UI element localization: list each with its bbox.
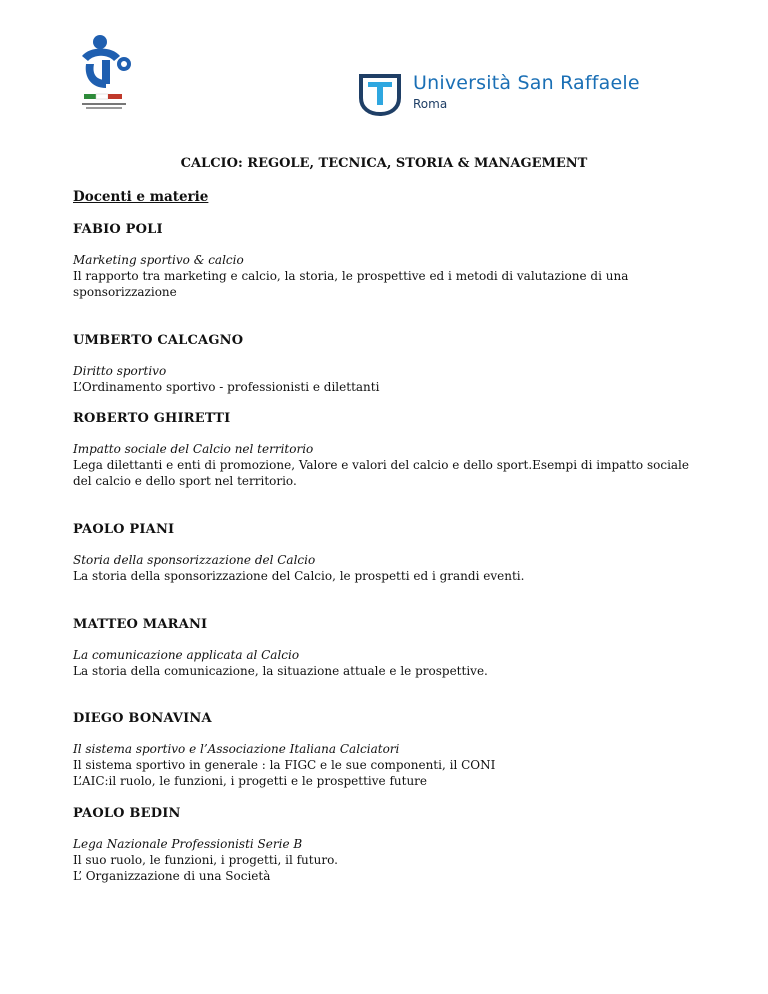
- university-logo: [357, 72, 640, 116]
- teacher-name: FABIO POLI: [73, 222, 163, 237]
- description-line: La storia della comunicazione, la situazione attuale e le prospettive.: [73, 664, 488, 678]
- teacher-block-bonavina: [73, 711, 713, 789]
- football-player-logo-icon: [76, 34, 134, 114]
- description-line: L’Ordinamento sportivo - professionisti e dilettanti: [73, 380, 380, 394]
- university-city: Roma: [413, 97, 448, 111]
- teacher-name: MATTEO MARANI: [73, 617, 208, 632]
- subject-title: Storia della sponsorizzazione del Calcio: [73, 553, 316, 567]
- section-heading: Docenti e materie: [73, 189, 209, 205]
- document-title: CALCIO: REGOLE, TECNICA, STORIA & MANAGEMENT: [180, 156, 588, 171]
- teacher-block-calcagno: [73, 333, 713, 395]
- description-line: sponsorizzazione: [73, 285, 177, 299]
- description-line: L’ Organizzazione di una Società: [73, 869, 271, 883]
- teacher-block-marani: [73, 617, 713, 679]
- description-line: Lega dilettanti e enti di promozione, Valore e valori del calcio e dello sport.Esempi di impatto sociale: [73, 458, 689, 472]
- description-line: Il rapporto tra marketing e calcio, la storia, le prospettive ed i metodi di valutazione di una: [73, 269, 629, 283]
- university-name: Università San Raffaele: [413, 72, 640, 94]
- teacher-block-ghiretti: [73, 411, 713, 489]
- description-line: Il sistema sportivo in generale : la FIGC e le sue componenti, il CONI: [73, 758, 496, 772]
- teacher-block-bedin: [73, 806, 713, 884]
- teacher-name: UMBERTO CALCAGNO: [73, 333, 244, 348]
- subject-title: Marketing sportivo & calcio: [73, 253, 244, 267]
- teacher-name: ROBERTO GHIRETTI: [73, 411, 231, 426]
- description-line: La storia della sponsorizzazione del Calcio, le prospetti ed i grandi eventi.: [73, 569, 525, 583]
- description-line: L’AIC:il ruolo, le funzioni, i progetti e le prospettive future: [73, 774, 428, 788]
- subject-title: Il sistema sportivo e l’Associazione Italiana Calciatori: [73, 742, 400, 756]
- subject-title: Diritto sportivo: [73, 364, 167, 378]
- description-line: del calcio e dello sport nel territorio.: [73, 474, 297, 488]
- university-shield-icon: [357, 72, 403, 116]
- teacher-block-piani: [73, 522, 713, 584]
- teacher-name: PAOLO PIANI: [73, 522, 175, 537]
- subject-title: Lega Nazionale Professionisti Serie B: [73, 837, 303, 851]
- subject-title: Impatto sociale del Calcio nel territorio: [73, 442, 314, 456]
- description-line: Il suo ruolo, le funzioni, i progetti, il futuro.: [73, 853, 338, 867]
- teacher-name: PAOLO BEDIN: [73, 806, 181, 821]
- teacher-name: DIEGO BONAVINA: [73, 711, 212, 726]
- teacher-block-poli: [73, 222, 713, 300]
- subject-title: La comunicazione applicata al Calcio: [73, 648, 300, 662]
